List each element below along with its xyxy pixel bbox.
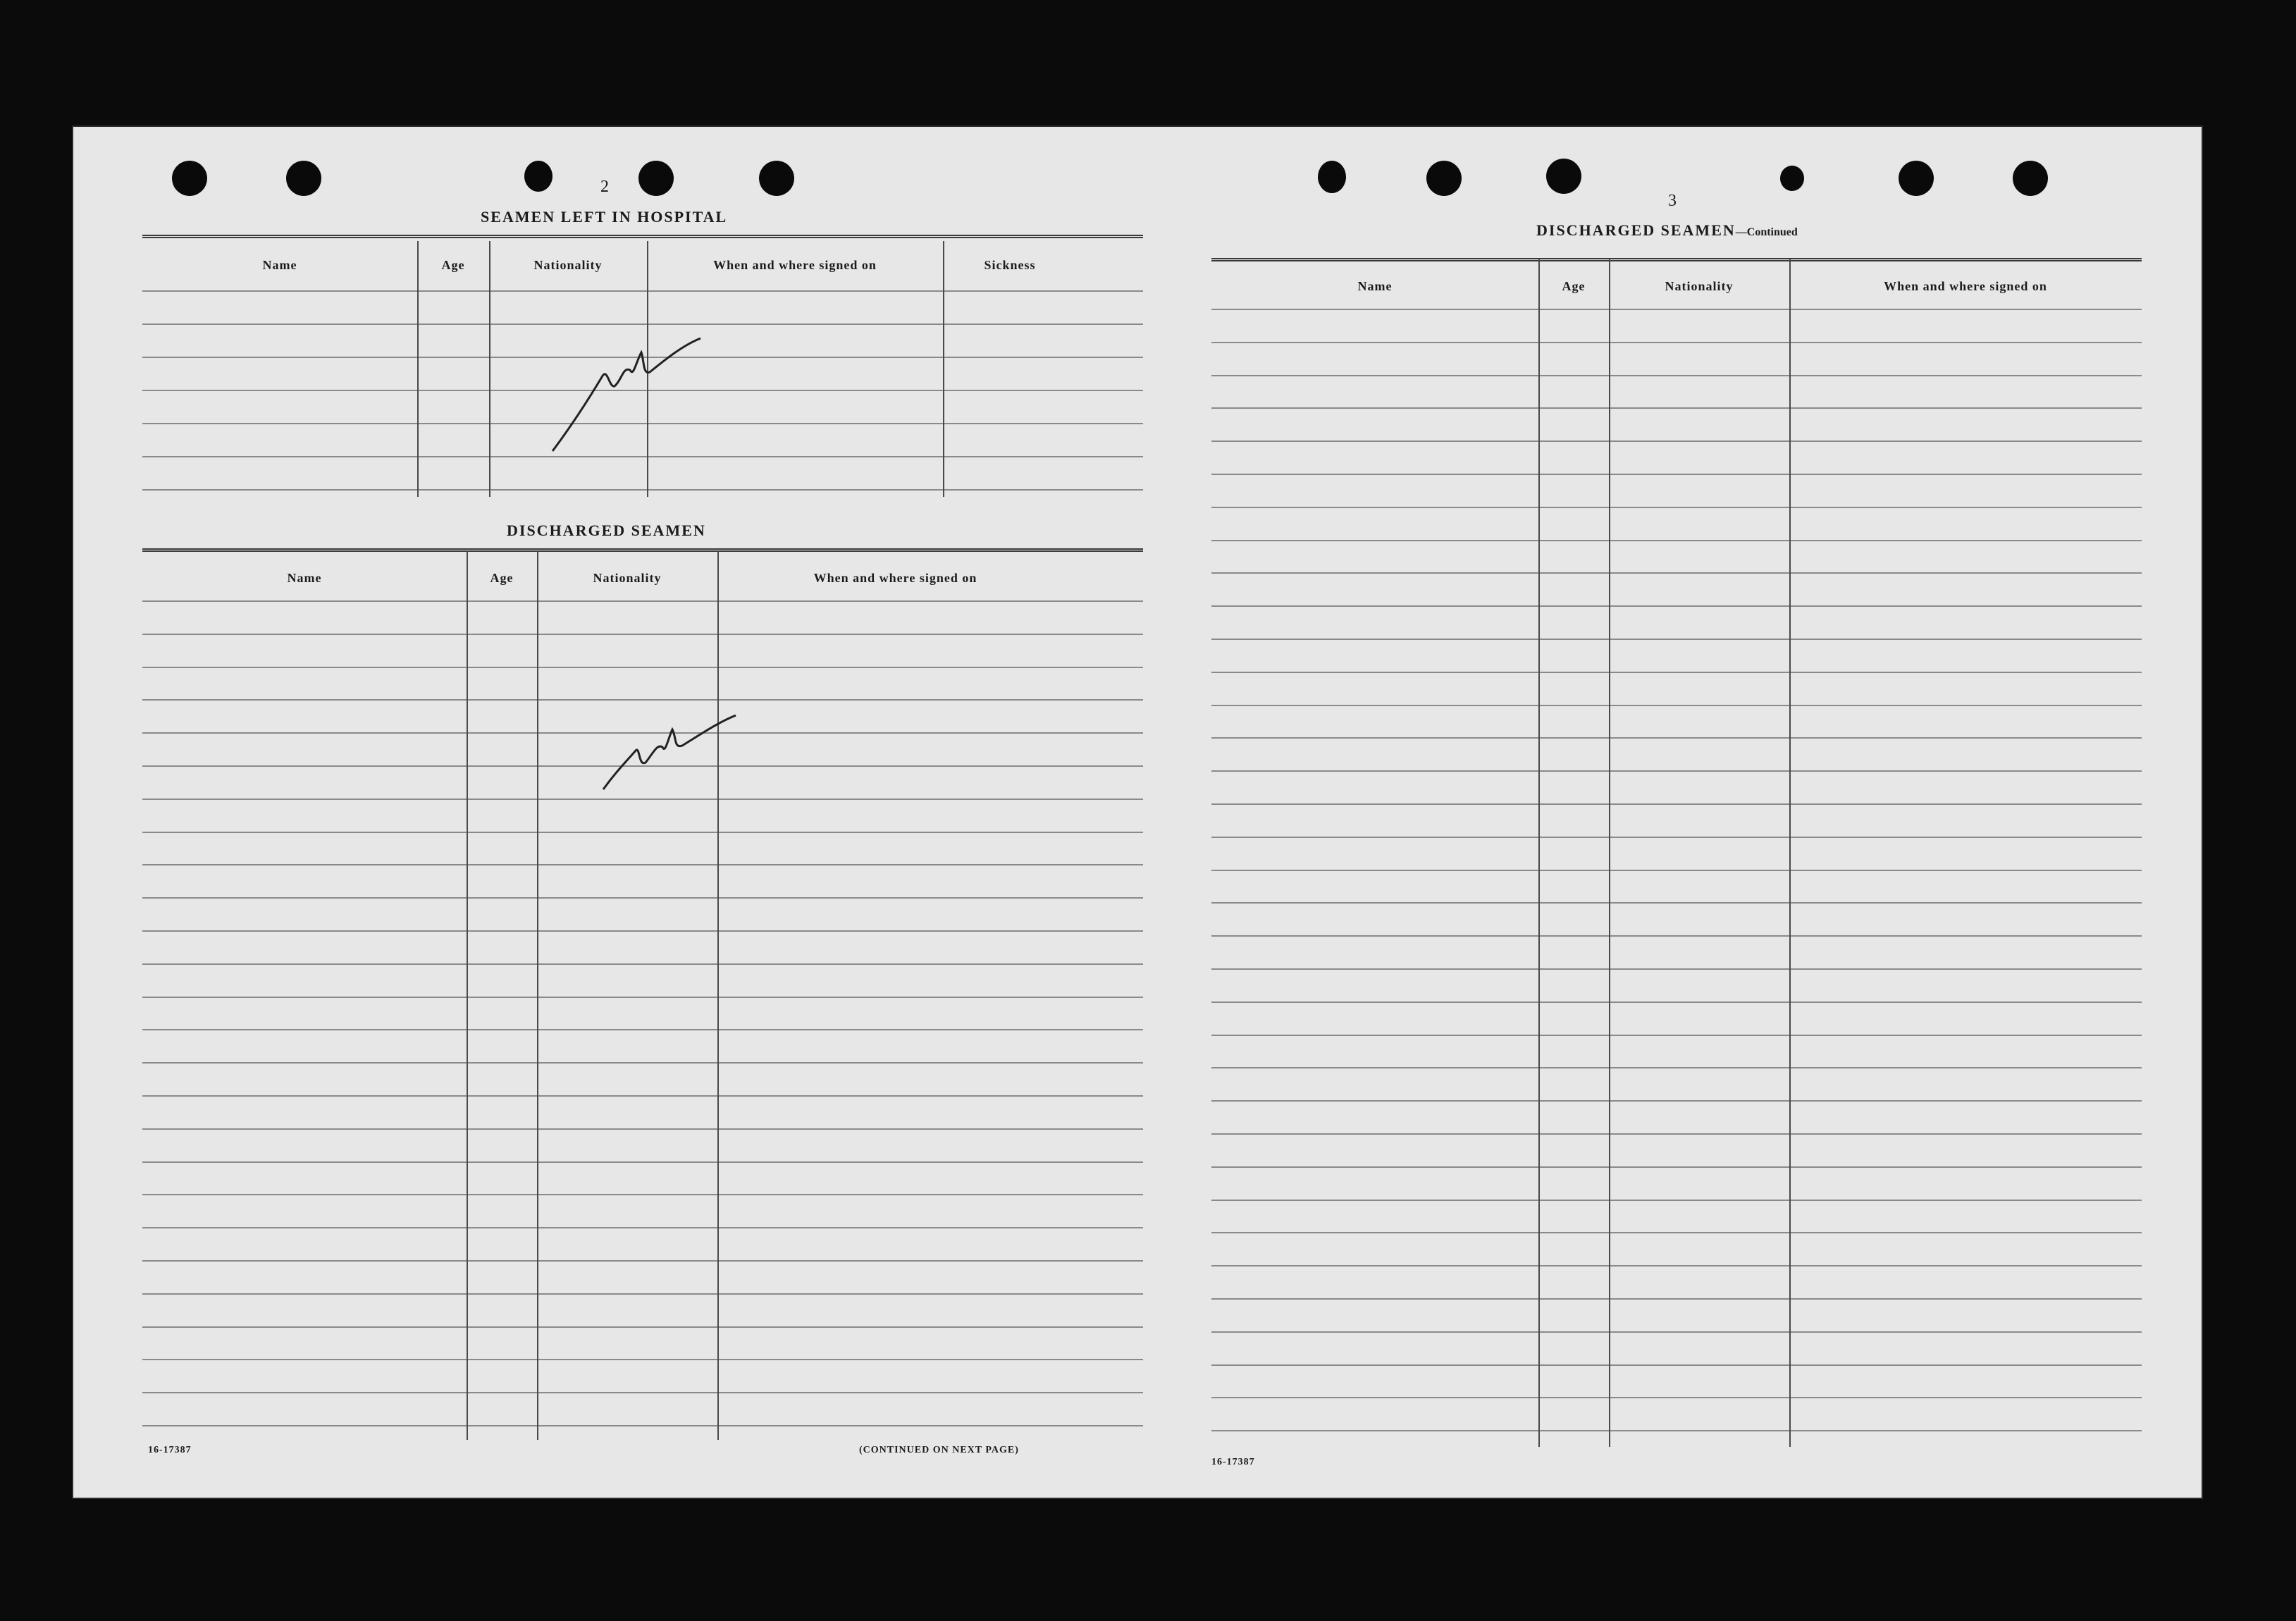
ruled-line xyxy=(1211,968,2142,970)
col-header-age: Age xyxy=(490,571,514,585)
section-title-suffix: —Continued xyxy=(1735,226,1798,238)
col-header-nationality: Nationality xyxy=(593,571,662,585)
column-divider xyxy=(489,241,490,497)
col-header-signed-on: When and where signed on xyxy=(713,258,877,272)
ruled-line xyxy=(142,1260,1143,1262)
ruled-line xyxy=(1211,803,2142,805)
ruled-line xyxy=(1211,1364,2142,1366)
column-divider xyxy=(467,551,468,1440)
punch-hole xyxy=(1426,161,1462,196)
left-page xyxy=(73,127,1144,1498)
col-header-name: Name xyxy=(1357,279,1393,293)
page-number: 3 xyxy=(1668,192,1677,210)
col-header-nationality: Nationality xyxy=(533,258,603,272)
form-number: 16-17387 xyxy=(148,1445,192,1455)
col-header-nationality: Nationality xyxy=(1665,279,1734,293)
ruled-line xyxy=(142,1293,1143,1295)
col-header-signed-on: When and where signed on xyxy=(813,571,977,585)
ruled-line xyxy=(1211,705,2142,706)
header-rule xyxy=(142,548,1143,552)
ruled-line xyxy=(142,832,1143,833)
ledger-sheet xyxy=(73,127,2202,1498)
right-page xyxy=(1194,127,2202,1498)
ruled-line xyxy=(1211,1067,2142,1068)
col-header-signed-on: When and where signed on xyxy=(1884,279,2047,293)
ruled-line xyxy=(1211,407,2142,409)
ruled-line xyxy=(142,290,1143,292)
continued-note: (CONTINUED ON NEXT PAGE) xyxy=(859,1445,1019,1455)
ruled-line xyxy=(1211,1298,2142,1300)
ruled-line xyxy=(142,1326,1143,1328)
punch-hole xyxy=(1546,159,1581,194)
ruled-line xyxy=(142,1359,1143,1360)
section-title-discharged-continued xyxy=(1536,221,1798,240)
ruled-line xyxy=(1211,1430,2142,1431)
ruled-line xyxy=(142,667,1143,668)
ruled-line xyxy=(1211,1265,2142,1266)
ruled-line xyxy=(1211,507,2142,508)
ruled-line xyxy=(1211,375,2142,376)
column-divider xyxy=(1538,259,1540,1447)
punch-hole xyxy=(286,161,321,196)
ruled-line xyxy=(142,1425,1143,1426)
ruled-line xyxy=(1211,474,2142,475)
ruled-line xyxy=(142,864,1143,865)
ruled-line xyxy=(1211,672,2142,673)
ruled-line xyxy=(1211,342,2142,343)
column-divider xyxy=(1789,259,1791,1447)
col-header-sickness: Sickness xyxy=(984,258,1036,272)
ruled-line xyxy=(1211,1001,2142,1003)
ruled-line xyxy=(1211,1232,2142,1233)
punch-hole xyxy=(759,161,794,196)
punch-hole xyxy=(172,161,207,196)
punch-hole xyxy=(1899,161,1934,196)
ruled-line xyxy=(1211,902,2142,904)
col-header-name: Name xyxy=(287,571,322,585)
ruled-line xyxy=(1211,440,2142,442)
ruled-line xyxy=(1211,837,2142,838)
ruled-line xyxy=(142,634,1143,635)
ruled-line xyxy=(142,1161,1143,1163)
punch-hole xyxy=(524,161,553,192)
ruled-line xyxy=(1211,770,2142,772)
ruled-line xyxy=(1211,870,2142,871)
ruled-line xyxy=(1211,605,2142,607)
ruled-line xyxy=(142,1128,1143,1130)
ruled-line xyxy=(142,600,1143,602)
section-title: DISCHARGED SEAMEN xyxy=(1536,221,1736,239)
ruled-line xyxy=(1211,1397,2142,1398)
column-divider xyxy=(417,241,419,497)
col-header-age: Age xyxy=(441,258,465,272)
ruled-line xyxy=(142,489,1143,491)
column-divider xyxy=(537,551,538,1440)
ruled-line xyxy=(1211,1166,2142,1168)
ruled-line xyxy=(1211,737,2142,739)
col-header-age: Age xyxy=(1562,279,1586,293)
ruled-line xyxy=(1211,1035,2142,1036)
column-divider xyxy=(1609,259,1610,1447)
ruled-line xyxy=(142,997,1143,998)
ruled-line xyxy=(142,799,1143,800)
ruled-line xyxy=(1211,1331,2142,1333)
punch-hole xyxy=(1318,161,1346,193)
ruled-line xyxy=(142,1227,1143,1228)
ruled-line xyxy=(142,897,1143,899)
form-number: 16-17387 xyxy=(1211,1457,1255,1467)
col-header-name: Name xyxy=(262,258,297,272)
ruled-line xyxy=(142,1392,1143,1393)
ruled-line xyxy=(1211,572,2142,574)
ruled-line xyxy=(142,1194,1143,1195)
ruled-line xyxy=(1211,639,2142,640)
ruled-line xyxy=(1211,1200,2142,1201)
ruled-line xyxy=(1211,1133,2142,1135)
header-rule xyxy=(1211,258,2142,261)
page-number: 2 xyxy=(600,178,610,196)
ruled-line xyxy=(1211,1100,2142,1102)
ruled-line xyxy=(1211,540,2142,541)
header-rule xyxy=(142,235,1143,238)
ruled-line xyxy=(142,1095,1143,1097)
ruled-line xyxy=(142,963,1143,965)
ruled-line xyxy=(1211,935,2142,937)
handwritten-nil-mark xyxy=(595,684,764,796)
ruled-line xyxy=(142,930,1143,932)
handwritten-nil-mark xyxy=(524,310,736,465)
punch-hole xyxy=(1780,166,1804,191)
ruled-line xyxy=(142,1062,1143,1064)
ruled-line xyxy=(1211,309,2142,310)
ruled-line xyxy=(142,1029,1143,1030)
section-title-hospital: SEAMEN LEFT IN HOSPITAL xyxy=(481,208,728,226)
punch-hole xyxy=(638,161,674,196)
column-divider xyxy=(943,241,944,497)
section-title-discharged: DISCHARGED SEAMEN xyxy=(507,522,706,539)
punch-hole xyxy=(2013,161,2048,196)
